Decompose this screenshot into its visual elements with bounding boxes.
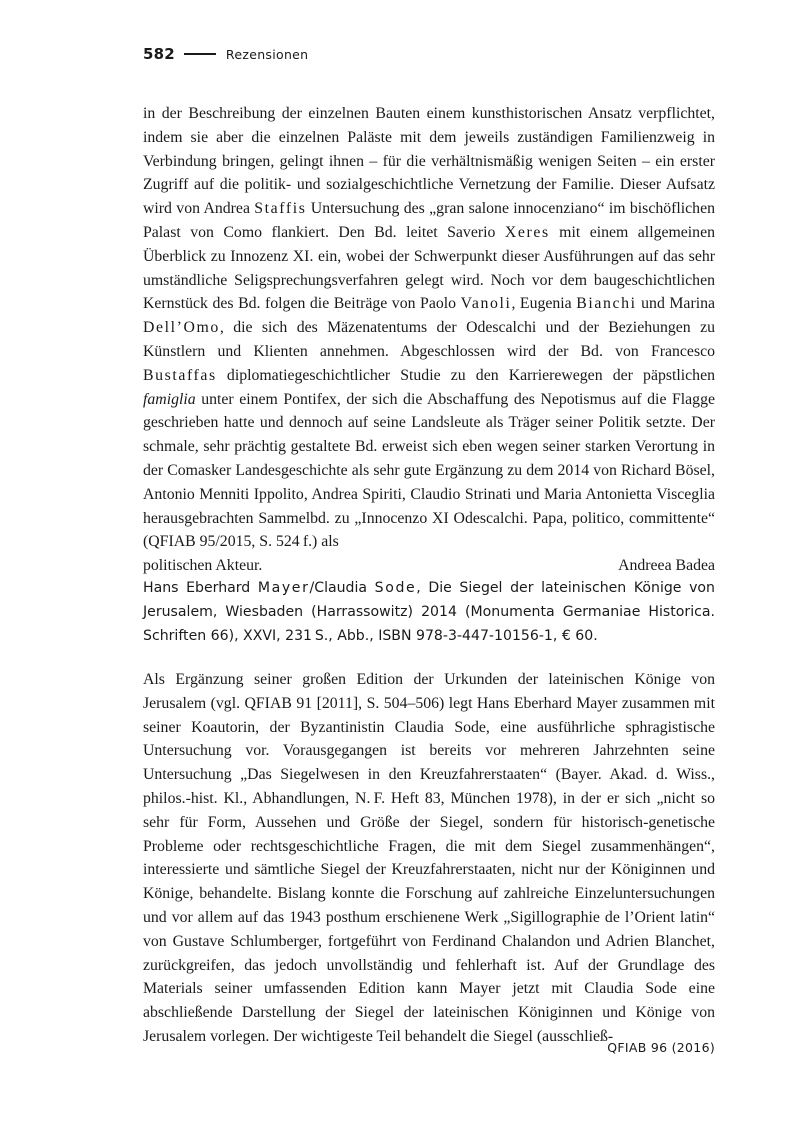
journal-footer: QFIAB 96 (2016) bbox=[607, 1040, 715, 1055]
running-title: Rezensionen bbox=[225, 46, 309, 62]
spaced-name: Mayer bbox=[257, 580, 310, 596]
header-rule bbox=[184, 53, 216, 55]
italic-term: famiglia bbox=[143, 390, 196, 408]
review-body-paragraph: Als Ergänzung seiner großen Edition der Urkunden der lateinischen Könige von Jerusalem (vgl. QFIAB 91 [2011], S. 504–506) legt Hans Eberhard Mayer zusammen mit seiner Koautorin, der Byzantinistin Claudia Sode, eine ausführliche sphragistische Untersuchung vor. Vorausgegangen ist bereits vor mehreren Jahrzehnten seine Untersuchung „Das Siegelwesen in den Kreuzfahrerstaaten“ (Bayer. Akad. d. Wiss., philos.-hist. Kl., Abhandlungen, N. F. Heft 83, München 1978), in der er sich „nicht so sehr für Form, Aussehen und Größe der Siegel, sondern für historisch-genetische Probleme oder rechtsgeschichtliche Fragen, die mit dem Siegel zusammenhängen“, interessierte und sämtliche Siegel der Kreuzfahrerstaaten, nicht nur der Königinnen und Könige, behandelte. Bislang konnte die Forschung auf zahlreiche Einzeluntersuchungen und vor allem auf das 1943 posthum erschienene Werk „Sigillographie de l’Orient latin“ von Gustave Schlumberger, fortgeführt von Ferdinand Chalandon und Adrien Blanchet, zurückgreifen, das jedoch unvollständig und fehlerhaft ist. Auf der Grundlage des Materials seiner umfassenden Edition kann Mayer jetzt mit Claudia Sode eine abschließende Darstellung der Siegel der lateinischen Königinnen und Könige von Jerusalem vorlegen. Der wichtigeste Teil behandelt die Siegel (ausschließ- bbox=[143, 671, 715, 1045]
spaced-name: Bustaffas bbox=[143, 366, 217, 384]
review-body bbox=[143, 668, 715, 1049]
last-line: politischen Akteur. bbox=[143, 557, 263, 575]
spaced-name: Sode bbox=[374, 580, 417, 596]
review-signature-line bbox=[143, 554, 715, 578]
spaced-name: Dell’Omo bbox=[143, 319, 220, 337]
bibliographic-entry bbox=[143, 577, 715, 648]
running-header bbox=[143, 40, 308, 68]
page-number: 582 bbox=[143, 45, 175, 63]
bibliographic-paragraph: Hans Eberhard Mayer/Claudia Sode, Die Siegel der lateinischen Könige von Jerusalem, Wiesbaden (Harrassowitz) 2014 (Monumenta Germaniae Historica. Schriften 66), XXVI, 231 S., Abb., ISBN 978-3-447-10156-1, € 60. bbox=[143, 580, 715, 644]
spaced-name: Staffis bbox=[254, 200, 307, 218]
reviewer-name: Andreea Badea bbox=[618, 557, 715, 575]
spaced-name: Vanoli bbox=[460, 295, 512, 313]
review-continuation-paragraph: in der Beschreibung der einzelnen Bauten einem kunsthistorischen Ansatz verpflichtet, indem sie aber die einzelnen Paläste mit dem jeweils zuständigen Familienzweig in Verbindung bringen, gelingt ihnen – für die verhältnismäßig wenigen Seiten – ein erster Zugriff auf die politik- und sozialgeschichtliche Vernetzung der Familie. Dieser Aufsatz wird von Andrea Staffis Untersuchung des „gran salone innocenziano“ im bischöflichen Palast von Como flankiert. Den Bd. leitet Saverio Xeres mit einem allgemeinen Überblick zu Innozenz XI. ein, wobei der Schwerpunkt dieser Ausführungen auf das sehr umständliche Seligsprechungsverfahren gelegt wird. Noch vor dem baugeschichtlichen Kernstück des Bd. folgen die Beiträge von Paolo Vanoli, Eugenia Bianchi und Marina Dell’Omo, die sich des Mäzenatentums der Odescalchi und der Beziehungen zu Künstlern und Klienten annehmen. Abgeschlossen wird der Bd. von Francesco Bustaffas diplomatiegeschichtlicher Studie zu den Karrierewegen der päpstlichen famiglia unter einem Pontifex, der sich die Abschaffung des Nepotismus auf die Flagge geschrieben hatte und dennoch auf seine Landsleute als Träger seiner Politik setzte. Der schmale, sehr prächtig gestaltete Bd. erweist sich eben wegen seiner starken Verortung in der Comasker Landesgeschichte als sehr gute Ergänzung zu dem 2014 von Richard Bösel, Antonio Menniti Ippolito, Andrea Spiriti, Claudio Strinati und Maria Antonietta Visceglia herausgebrachten Sammelbd. zu „Innocenzo XI Odescalchi. Papa, politico, committente“ (QFIAB 95/2015, S. 524 f.) als bbox=[143, 105, 715, 551]
spaced-name: Bianchi bbox=[576, 295, 637, 313]
spaced-name: Xeres bbox=[504, 223, 550, 241]
review-continuation bbox=[143, 102, 715, 578]
